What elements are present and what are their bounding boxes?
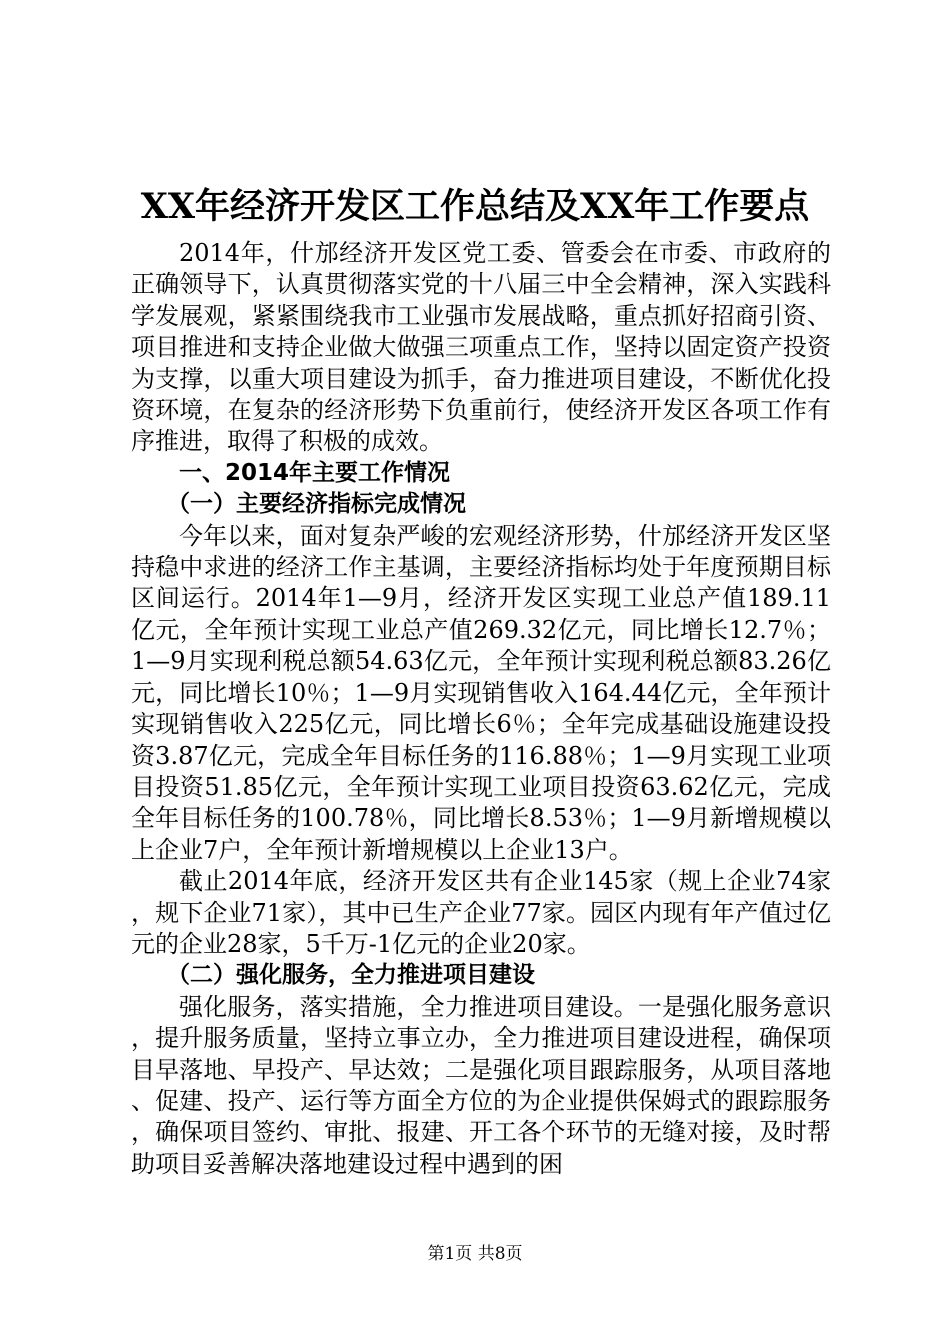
economic-indicators-paragraph: 今年以来，面对复杂严峻的宏观经济形势，什邡经济开发区坚持稳中求进的经济工作主基调，主要经济指标均处于年度预期目标区间运行。2014年1—9月，经济开发区实现工业总产值189.11亿元，全年预计实现工业总产值269.32亿元，同比增长12.7％；1—9月实现利税总额54.63亿元，全年预计实现利税总额83.26亿元，同比增长10％；1—9月实现销售收入164.44亿元，全年预计实现销售收入225亿元，同比增长6％；全年完成基础设施建设投资3.87亿元，完成全年目标任务的116.88％；1—9月实现工业项目投资51.85亿元，全年预计实现工业项目投资63.62亿元，完成全年目标任务的100.78％，同比增长8.53％；1—9月新增规模以上企业7户，全年预计新增规模以上企业13户。 — [131, 521, 831, 864]
document-title: XX年经济开发区工作总结及XX年工作要点 — [140, 186, 810, 227]
subsection-heading-1: （一）主要经济指标完成情况 — [167, 491, 466, 518]
enterprise-count-paragraph: 截止2014年底，经济开发区共有企业145家（规上企业74家，规下企业71家），其中已生产企业77家。园区内现有年产值过亿元的企业28家，5千万-1亿元的企业20家。 — [131, 867, 831, 958]
section-heading-1: 一、2014年主要工作情况 — [179, 459, 451, 486]
document-body — [131, 238, 831, 1180]
intro-paragraph: 2014年，什邡经济开发区党工委、管委会在市委、市政府的正确领导下，认真贯彻落实党的十八届三中全会精神，深入实践科学发展观，紧紧围绕我市工业强市发展战略，重点抓好招商引资、项目推进和支持企业做大做强三项重点工作，坚持以固定资产投资为支撑，以重大项目建设为抓手，奋力推进项目建设，不断优化投资环境，在复杂的经济形势下负重前行，使经济开发区各项工作有序推进，取得了积极的成效。 — [131, 239, 831, 456]
page-footer: 第1页 共8页 — [427, 1244, 523, 1264]
service-paragraph: 强化服务，落实措施，全力推进项目建设。一是强化服务意识，提升服务质量，坚持立事立办，全力推进项目建设进程，确保项目早落地、早投产、早达效；二是强化项目跟踪服务，从项目落地、促建、投产、运行等方面全方位的为企业提供保姆式的跟踪服务，确保项目签约、审批、报建、开工各个环节的无缝对接，及时帮助项目妥善解决落地建设过程中遇到的困 — [131, 992, 831, 1178]
subsection-heading-2: （二）强化服务，全力推进项目建设 — [167, 962, 535, 989]
